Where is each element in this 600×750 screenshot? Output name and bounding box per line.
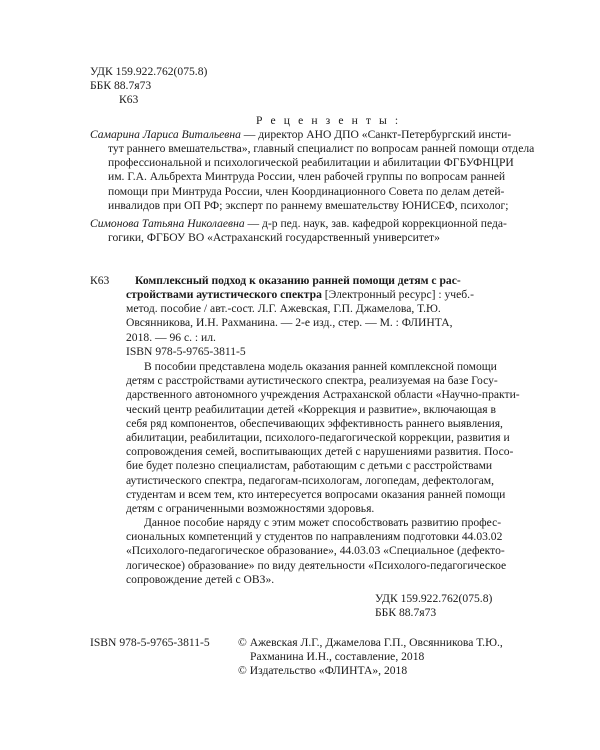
udk-code: УДК 159.922.762(075.8)	[90, 65, 208, 78]
reviewer-1-first-line: Самарина Лариса Витальевна — директор АНО ДПО «Санкт-Петербургский инсти-	[90, 128, 512, 141]
abstract-paragraph-2: Данное пособие наряду с этим может способствовать развитию профес- сиональных компетенций у студентов по направлениям подготовки 44.03.02 «Психолого-педагогическое образование», 44.03.03 «Специальное (дефекто- логическое) образование» по виду деятельности «Психолого-педагогическое сопровождение детей с ОВЗ».	[126, 516, 507, 586]
bbk-code: ББК 88.7я73	[90, 79, 152, 92]
bib-sign: К63	[90, 274, 110, 287]
copyright-authors: © Ажевская Л.Г., Джамелова Г.П., Овсянникова Т.Ю.,	[238, 636, 503, 649]
bib-title	[135, 274, 461, 288]
abstract-paragraph-1: В пособии представлена модель оказания ранней комплексной помощи детям с расстройствами аутистического спектра, реализуемая на базе Госу- дарственного автономного учреждения Астраханской области «Научно-практи- ческий центр реабилитации детей «Коррекция и развитие», включающая в себя ряд компонентов, обеспечивающих эффективность раннего выявления, абилитации, реабилитации, психолого-педагогической коррекции, развития и сопровождения семей, воспитывающих детей с нарушениями развития. Посо- бие будет полезно специалистам, работающим с детьми с расстройствами аутистического спектра, педагогам-психологам, логопедам, дефектологам, студентам и всем тем, кто интересуется вопросами оказания ранней помощи детям с ограниченными возможностями здоровья.	[126, 360, 520, 515]
copyright-authors-cont: Рахманина И.Н., составление, 2018	[250, 650, 425, 663]
copyright-publisher: © Издательство «ФЛИНТА», 2018	[238, 664, 408, 677]
reviewer-2-first-line: Симонова Татьяна Николаевна — д-р пед. наук, зав. кафедрой коррекционной педа-	[90, 217, 507, 230]
isbn: ISBN 978-5-9765-3811-5	[90, 636, 210, 649]
reviewer-1-details: тут раннего вмешательства», главный специалист по вопросам ранней помощи отдела профессиональной и психологической реабилитации и абилитации ФГБУФНЦРИ им. Г.А. Альбрехта Минтруда России, член рабочей группы по вопросам ранней помощи при Минтруда России, член Координационного Совета по делам детей- инвалидов при ОП РФ; эксперт по раннему вмешательству ЮНИСЕФ, психолог;	[108, 142, 535, 212]
reviewer-2-details: гогики, ФГБОУ ВО «Астраханский государственный университет»	[108, 231, 440, 244]
footer-udk-code: УДК 159.922.762(075.8)	[375, 592, 493, 605]
footer-bbk-code: ББК 88.7я73	[375, 606, 437, 619]
reviewer-1	[90, 128, 517, 142]
bib-title-line-1: Комплексный подход к оказанию ранней помощи детям с рас-	[135, 274, 461, 287]
bib-title-line-2: стройствами аутистического спектра	[126, 288, 322, 301]
reviewers-heading: Р е ц е н з е н т ы :	[256, 114, 401, 127]
bib-record: стройствами аутистического спектра [Электронный ресурс] : учеб.- метод. пособие / авт.-сост. Л.Г. Ажевская, Г.П. Джамелова, Т.Ю. Овсянникова, И.Н. Рахманина. — 2-е изд., стер. — М. : ФЛИНТА, 2018. — 96 с. : ил. ISBN 978-5-9765-3811-5	[126, 288, 474, 358]
bib-isbn: ISBN 978-5-9765-3811-5	[126, 344, 246, 358]
reviewer-2	[90, 217, 507, 231]
author-sign: К63	[119, 93, 139, 106]
reviewer-2-name: Симонова Татьяна Николаевна	[90, 217, 245, 230]
reviewer-1-name: Самарина Лариса Витальевна	[90, 128, 241, 141]
